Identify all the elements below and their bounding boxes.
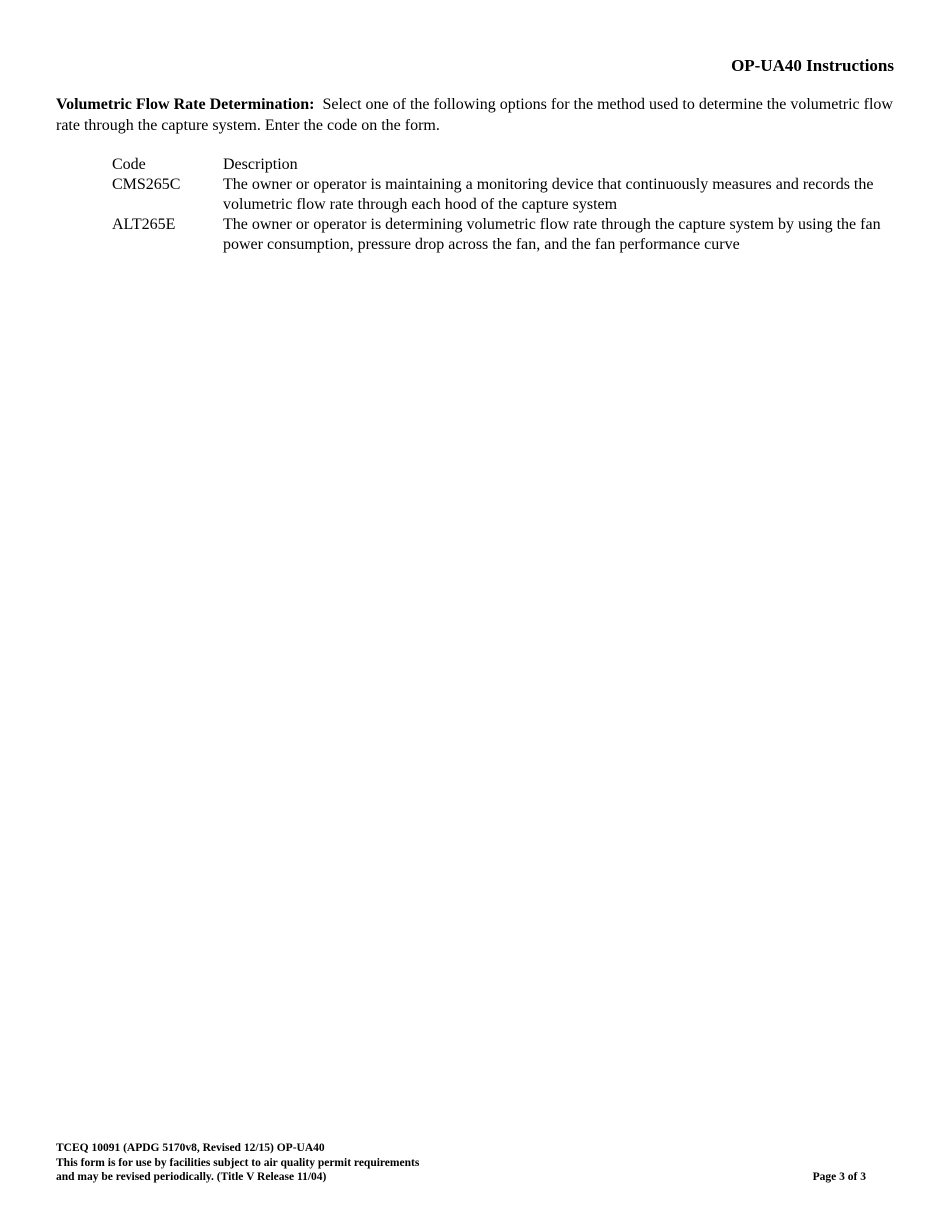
section-intro: Select one of the following options for the method used to determine the volumetric flow rate through the capture system. Enter the code on the form. xyxy=(56,96,893,134)
footer-usage-note: This form is for use by facilities subject to air quality permit requirements xyxy=(56,1156,420,1169)
flow-rate-section xyxy=(56,94,894,136)
footer-form-id: TCEQ 10091 (APDG 5170v8, Revised 12/15) OP-UA40 xyxy=(56,1142,325,1154)
table-header-row xyxy=(112,155,902,175)
column-header-code: Code xyxy=(112,156,146,173)
table-row xyxy=(112,175,902,215)
description-value: The owner or operator is determining volumetric flow rate through the capture system by using the fan power consumption, pressure drop across the fan, and the fan performance curve xyxy=(223,216,881,253)
page-number: Page 3 of 3 xyxy=(812,1171,866,1183)
code-value: CMS265C xyxy=(112,176,181,193)
table-row xyxy=(112,215,902,255)
footer-revision-note: and may be revised periodically. (Title V Release 11/04) xyxy=(56,1171,327,1183)
description-value: The owner or operator is maintaining a monitoring device that continuously measures and records the volumetric flow rate through each hood of the capture system xyxy=(223,176,874,213)
column-header-description: Description xyxy=(223,156,298,173)
code-table xyxy=(112,155,902,255)
code-value: ALT265E xyxy=(112,216,176,233)
page-title: OP-UA40 Instructions xyxy=(731,56,894,75)
footer xyxy=(56,1141,419,1185)
section-heading: Volumetric Flow Rate Determination: xyxy=(56,96,315,113)
